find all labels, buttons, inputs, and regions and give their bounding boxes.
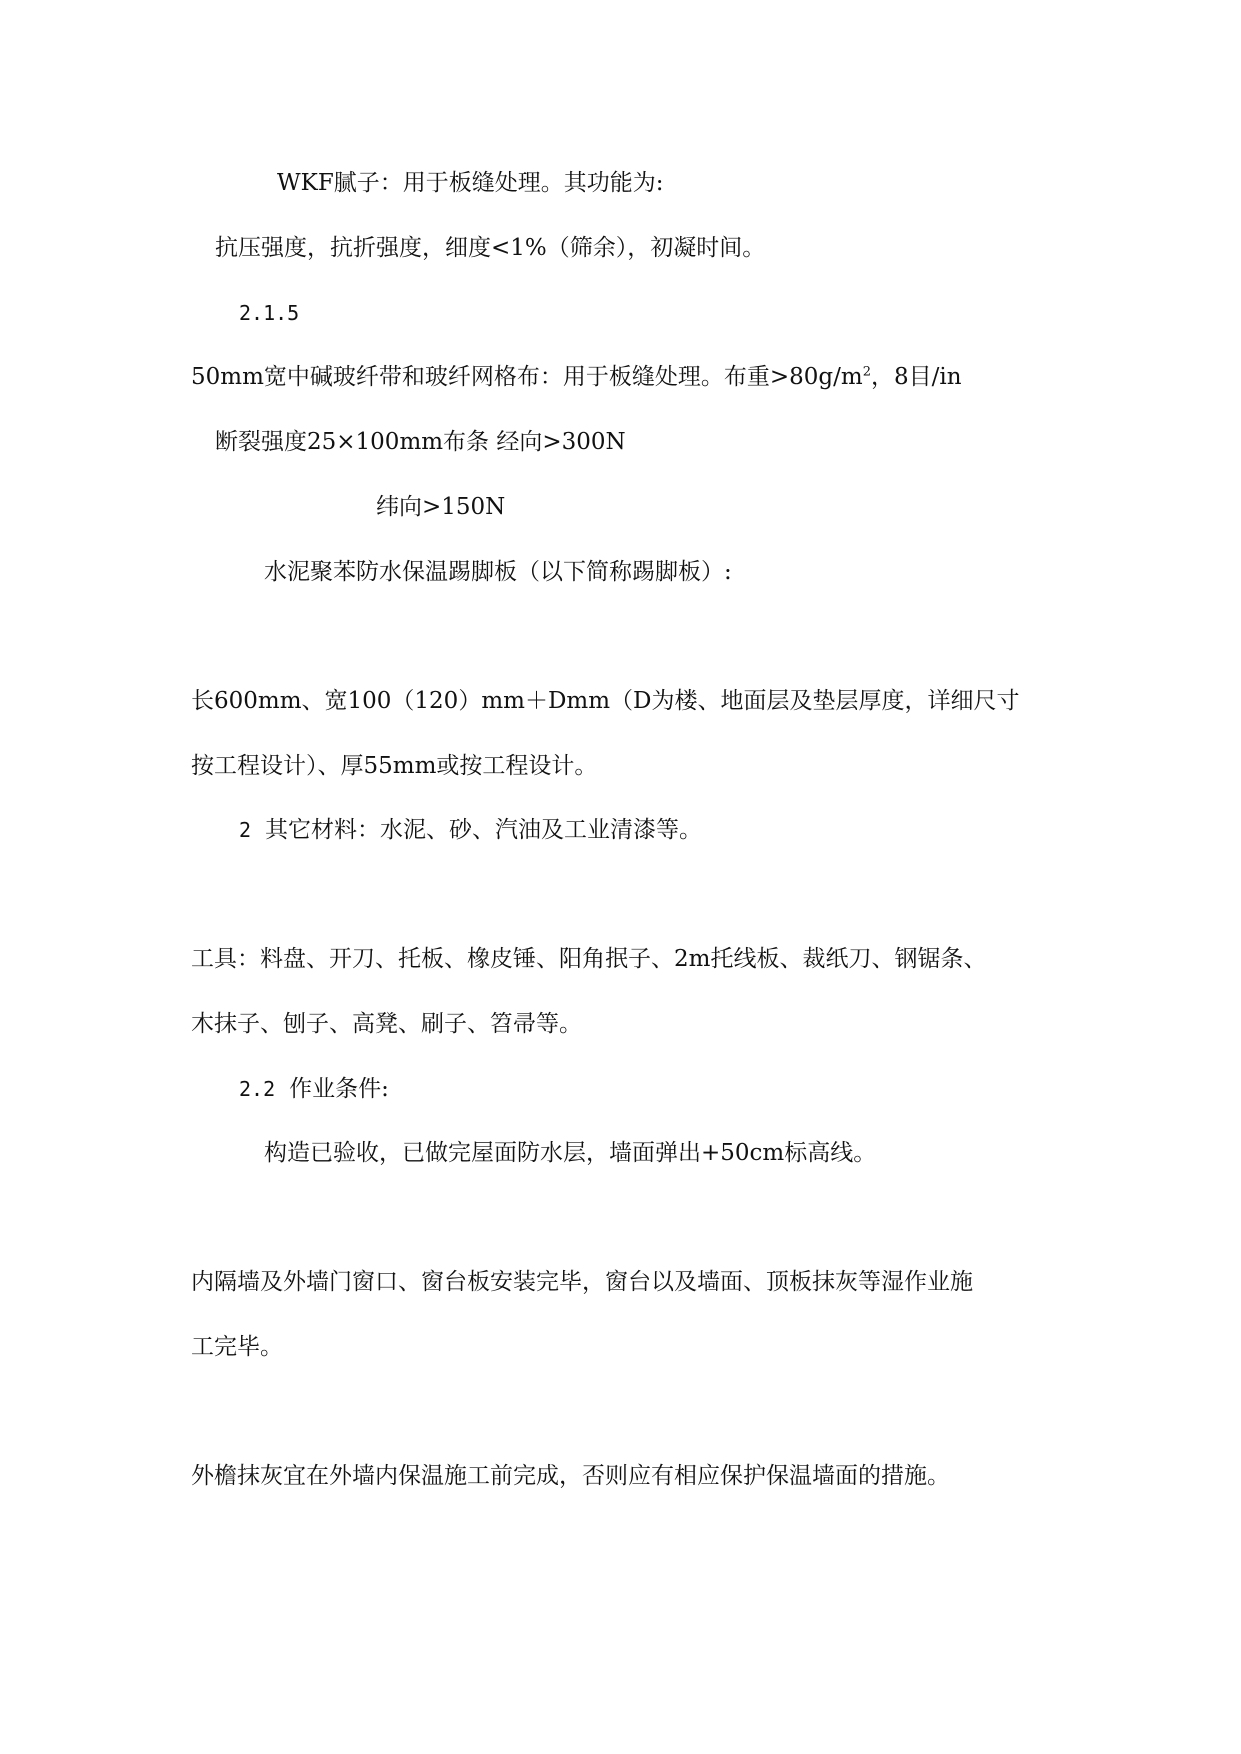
superscript-2: 2 — [862, 364, 871, 380]
text-line-strength-properties: 抗压强度，抗折强度，细度<1%（筛余），初凝时间。 — [215, 235, 766, 261]
section-number-2-2: 2.2 — [239, 1077, 276, 1101]
text-line-warp-strength: 断裂强度25×100mm布条 经向>300N — [215, 429, 626, 455]
text-line-structure-accepted: 构造已验收，已做完屋面防水层，墙面弹出+50cm标高线。 — [264, 1140, 877, 1166]
text-line-dimensions-cont: 按工程设计）、厚55mm或按工程设计。 — [191, 753, 598, 779]
text-line-other-materials — [239, 815, 702, 845]
text-line-weft-strength: 纬向>150N — [376, 494, 506, 520]
text-line-dimensions: 长600mm、宽100（120）mm＋Dmm（D为楼、地面层及垫层厚度，详细尺寸 — [191, 688, 1020, 714]
text-line-tools: 工具：料盘、开刀、托板、橡皮锤、阳角抿子、2m托线板、裁纸刀、钢锯条、 — [191, 946, 987, 972]
text-line-partition-walls: 内隔墙及外墙门窗口、窗台板安装完毕，窗台以及墙面、顶板抹灰等湿作业施 — [191, 1269, 973, 1295]
text-line-exterior-plaster: 外檐抹灰宜在外墙内保温施工前完成，否则应有相应保护保温墙面的措施。 — [191, 1463, 950, 1489]
section-heading: 作业条件: — [289, 1076, 389, 1102]
text-line-fiberglass-tape — [191, 362, 962, 392]
text-line-wkf-putty: WKF腻子：用于板缝处理。其功能为: — [277, 170, 664, 196]
item-number: 2 — [239, 818, 252, 842]
text-line-skirting-board: 水泥聚苯防水保温踢脚板（以下简称踢脚板）: — [264, 559, 732, 585]
section-number-2-1-5: 2.1.5 — [239, 301, 300, 325]
text-line-work-conditions — [239, 1074, 389, 1104]
fiberglass-text: 50mm宽中碱玻纤带和玻纤网格布：用于板缝处理。布重>80g/m — [191, 364, 863, 390]
item-text: 其它材料：水泥、砂、汽油及工业清漆等。 — [265, 817, 703, 843]
text-line-partition-walls-cont: 工完毕。 — [191, 1334, 283, 1360]
fiberglass-text-end: ，8目/in — [871, 364, 962, 390]
text-line-tools-cont: 木抹子、刨子、高凳、刷子、笤帚等。 — [191, 1011, 582, 1037]
